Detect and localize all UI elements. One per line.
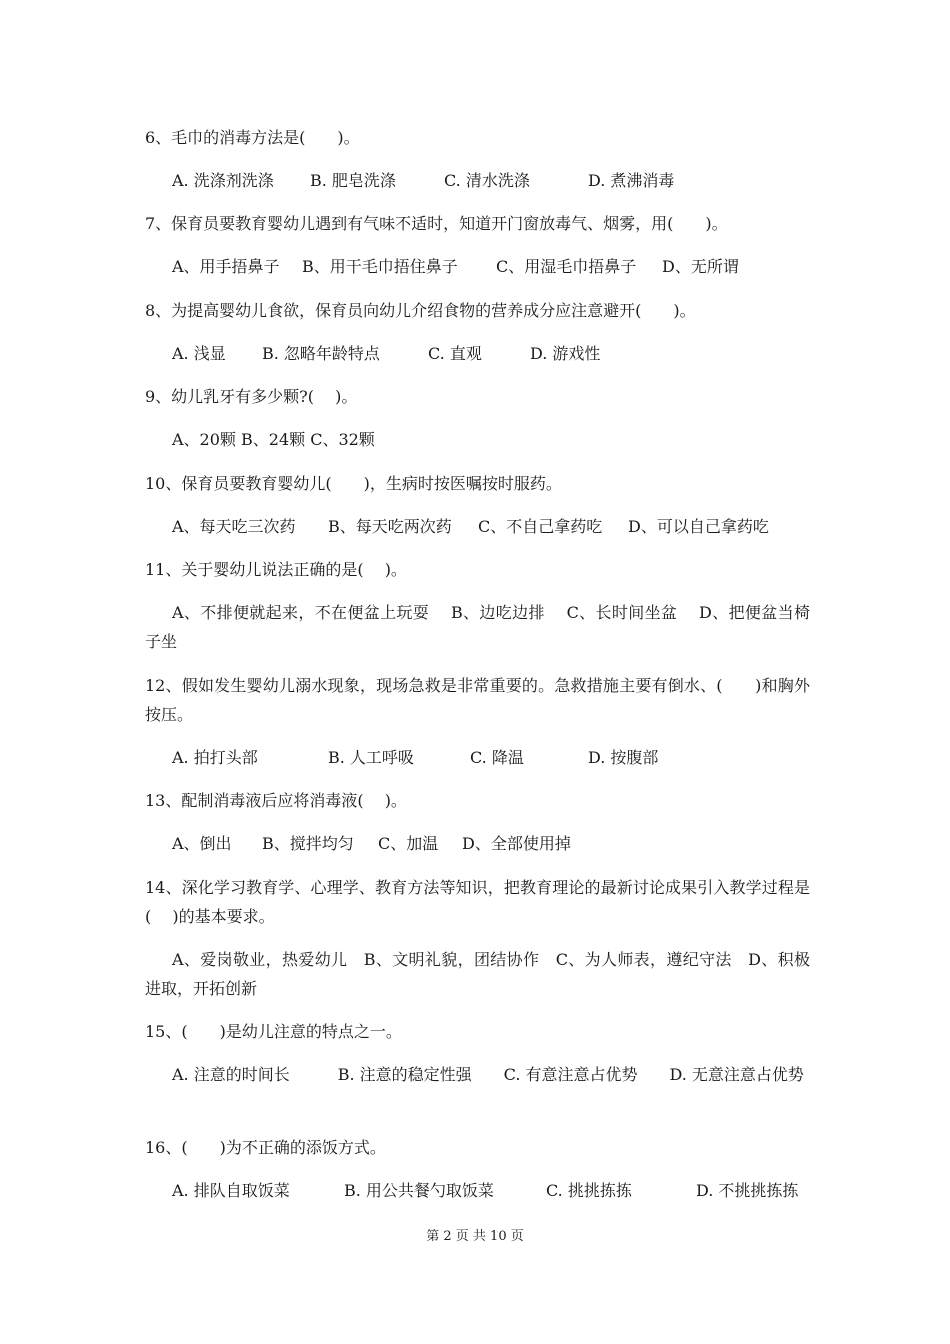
question-7-option-d: D、无所谓 [662, 257, 739, 276]
question-6-option-b: B. 肥皂洗涤 [310, 171, 396, 190]
question-10-option-b: B、每天吃两次药 [328, 517, 452, 536]
question-13-stem: 13、配制消毒液后应将消毒液( )。 [145, 791, 407, 810]
question-16-option-c: C. 挑挑拣拣 [546, 1181, 632, 1200]
question-10-option-a: A、每天吃三次药 [172, 517, 296, 536]
question-9-options: A、20颗 B、24颗 C、32颗 [172, 430, 375, 449]
question-12-option-a: A. 拍打头部 [172, 748, 258, 767]
question-8-option-c: C. 直观 [428, 344, 482, 363]
question-8-option-a: A. 浅显 [172, 344, 226, 363]
question-12-option-d: D. 按腹部 [588, 748, 659, 767]
question-10-option-d: D、可以自己拿药吃 [628, 517, 769, 536]
question-13-option-d: D、全部使用掉 [462, 834, 571, 853]
question-13-option-b: B、搅拌均匀 [262, 834, 354, 853]
question-14-stem: 14、深化学习教育学、心理学、教育方法等知识，把教育理论的最新讨论成果引入教学过程是( )的基本要求。 [145, 878, 810, 926]
question-12-option-c: C. 降温 [470, 748, 524, 767]
question-9-stem: 9、幼儿乳牙有多少颗?( )。 [145, 387, 358, 406]
question-7-option-a: A、用手捂鼻子 [172, 257, 280, 276]
question-15-stem: 15、( )是幼儿注意的特点之一。 [145, 1022, 402, 1041]
question-16-option-b: B. 用公共餐勺取饭菜 [344, 1181, 494, 1200]
question-11-options: A、不排便就起来，不在便盆上玩耍 B、边吃边排 C、长时间坐盆 D、把便盆当椅子坐 [145, 603, 810, 651]
question-11-stem: 11、关于婴幼儿说法正确的是( )。 [145, 560, 407, 579]
question-6-option-d: D. 煮沸消毒 [588, 171, 675, 190]
question-16-stem: 16、( )为不正确的添饭方式。 [145, 1138, 386, 1157]
question-7-option-b: B、用干毛巾捂住鼻子 [302, 257, 458, 276]
question-8-stem: 8、为提高婴幼儿食欲，保育员向幼儿介绍食物的营养成分应注意避开( )。 [145, 301, 696, 320]
question-12-stem: 12、假如发生婴幼儿溺水现象，现场急救是非常重要的。急救措施主要有倒水、( )和胸外按压。 [145, 676, 810, 724]
question-12-option-b: B. 人工呼吸 [328, 748, 414, 767]
question-6-option-c: C. 清水洗涤 [444, 171, 530, 190]
question-6-stem: 6、毛巾的消毒方法是( )。 [145, 128, 360, 147]
question-8-option-b: B. 忽略年龄特点 [262, 344, 380, 363]
question-13-option-a: A、倒出 [172, 834, 232, 853]
question-8-option-d: D. 游戏性 [530, 344, 601, 363]
page-footer: 第 2 页 共 10 页 [426, 1229, 524, 1244]
question-10-option-c: C、不自己拿药吃 [478, 517, 603, 536]
question-7-stem: 7、保育员要教育婴幼儿遇到有气味不适时，知道开门窗放毒气、烟雾，用( )。 [145, 214, 728, 233]
question-10-stem: 10、保育员要教育婴幼儿( )，生病时按医嘱按时服药。 [145, 474, 562, 493]
question-16-option-a: A. 排队自取饭菜 [172, 1181, 290, 1200]
question-15-options: A. 注意的时间长 B. 注意的稳定性强 C. 有意注意占优势 D. 无意注意占优势 [172, 1065, 804, 1084]
question-13-option-c: C、加温 [378, 834, 439, 853]
question-6-option-a: A. 洗涤剂洗涤 [172, 171, 274, 190]
question-7-option-c: C、用湿毛巾捂鼻子 [496, 257, 637, 276]
question-14-options: A、爱岗敬业，热爱幼儿 B、文明礼貌，团结协作 C、为人师表，遵纪守法 D、积极进取，开拓创新 [145, 950, 810, 998]
question-16-option-d: D. 不挑挑拣拣 [696, 1181, 799, 1200]
